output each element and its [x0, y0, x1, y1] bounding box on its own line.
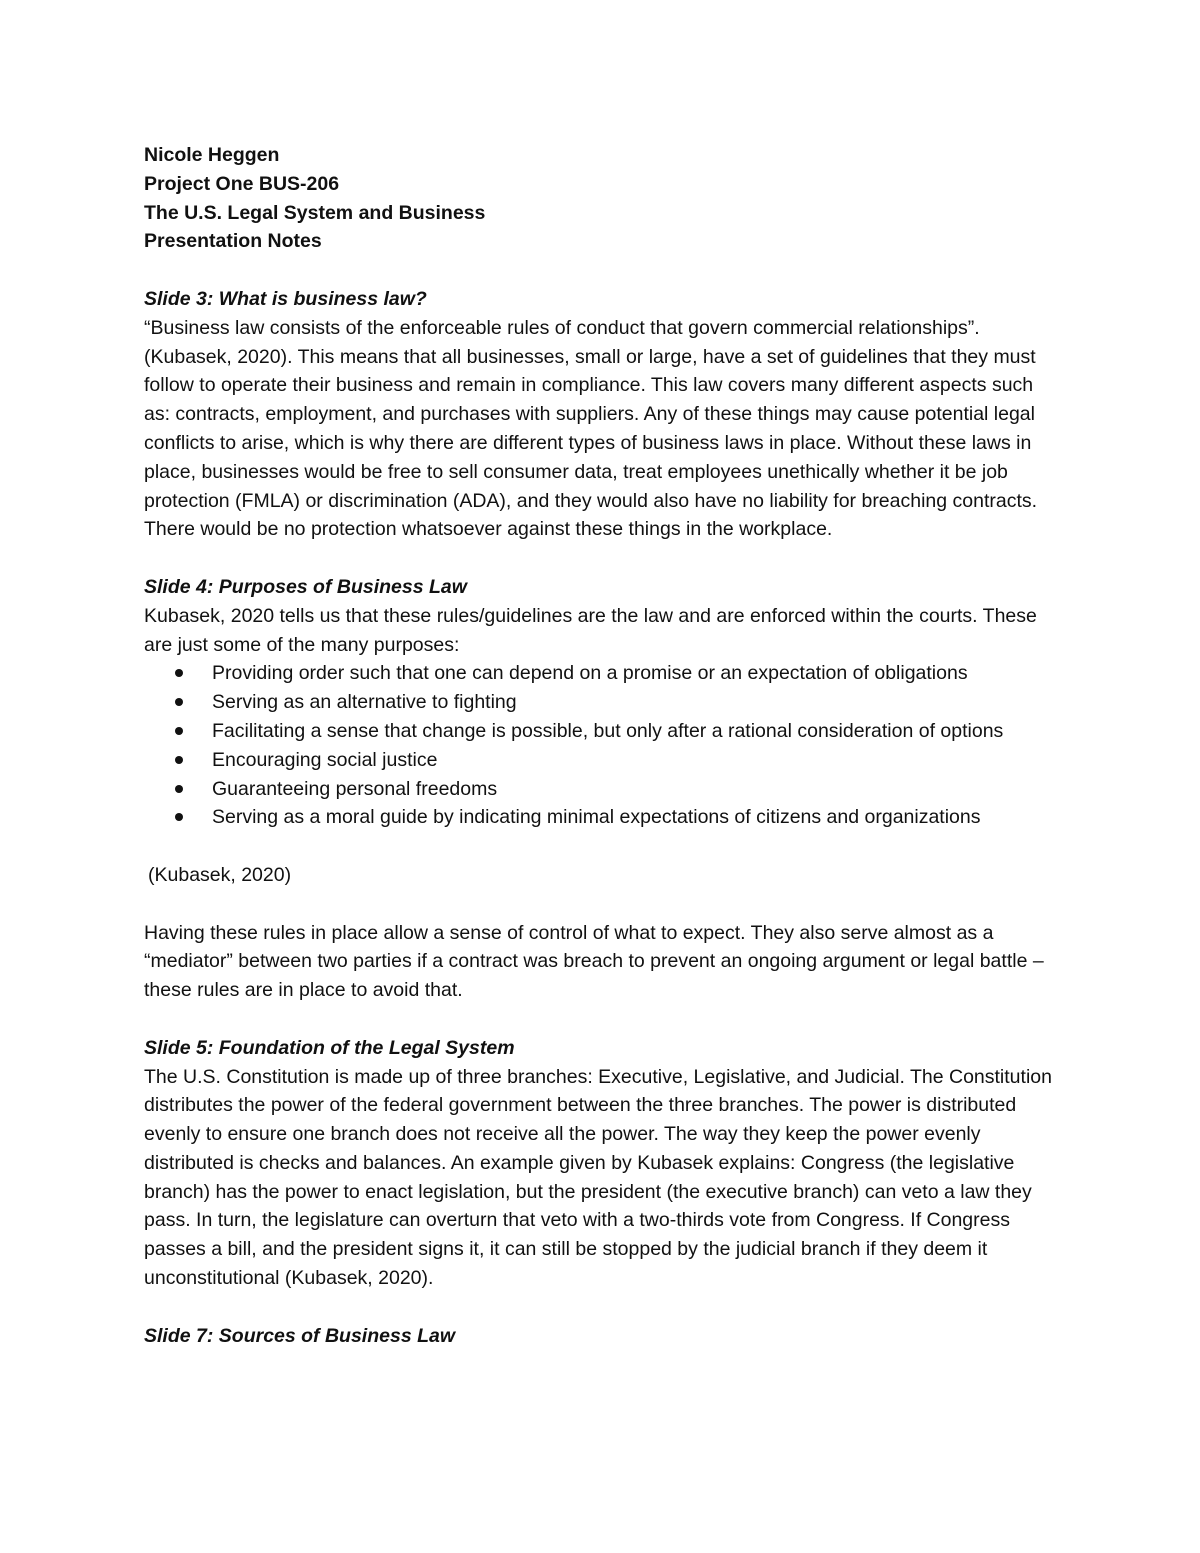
author-name: Nicole Heggen: [144, 144, 280, 166]
list-item: Providing order such that one can depend on a promise or an expectation of obligations: [212, 659, 1064, 688]
slide-5-heading: Slide 5: Foundation of the Legal System: [144, 1036, 515, 1059]
spacer: [144, 256, 1064, 285]
slide-7-heading: Slide 7: Sources of Business Law: [144, 1324, 456, 1347]
spacer: [144, 544, 1064, 573]
citation: (Kubasek, 2020): [148, 863, 292, 886]
purposes-list: [144, 659, 1064, 832]
spacer: [144, 832, 1064, 861]
slide-3-body: “Business law consists of the enforceable rules of conduct that govern commercial relationships”. (Kubasek, 2020). This means that all businesses, small or large, have a set of guidelines that they must follow to operate their business and remain in compliance. This law covers many different aspects such as: contracts, employment, and purchases with suppliers. Any of these things may cause potential legal conflicts to arise, which is why there are different types of business laws in place. Without these laws in place, businesses would be free to sell consumer data, treat employees unethically whether it be job protection (FMLA) or discrimination (ADA), and they would also have no liability for breaching contracts. There would be no protection whatsoever against these things in the workplace.: [144, 316, 1038, 541]
list-item: Guaranteeing personal freedoms: [212, 775, 1064, 804]
document-title: The U.S. Legal System and Business: [144, 201, 486, 224]
spacer: [144, 1005, 1064, 1034]
list-item: Serving as an alternative to fighting: [212, 688, 1064, 717]
project-name: Project One BUS-206: [144, 172, 340, 195]
slide-3-heading: Slide 3: What is business law?: [144, 287, 427, 310]
list-item: Facilitating a sense that change is possible, but only after a rational consideration of options: [212, 717, 1064, 746]
document-subtitle: Presentation Notes: [144, 230, 322, 253]
document-body: [144, 141, 1064, 1350]
spacer: [144, 890, 1064, 919]
slide-4-closing: Having these rules in place allow a sense of control of what to expect. They also serve almost as a “mediator” between two parties if a contract was breach to prevent an ongoing argument or legal battle – these rules are in place to avoid that.: [144, 921, 1044, 1002]
slide-4-heading: Slide 4: Purposes of Business Law: [144, 575, 467, 598]
list-item: Encouraging social justice: [212, 746, 1064, 775]
slide-4-intro: Kubasek, 2020 tells us that these rules/guidelines are the law and are enforced within the courts. These are just some of the many purposes:: [144, 604, 1037, 656]
list-item: Serving as a moral guide by indicating minimal expectations of citizens and organizations: [212, 803, 1064, 832]
slide-5-body: The U.S. Constitution is made up of three branches: Executive, Legislative, and Judicial. The Constitution distributes the power of the federal government between the three branches. The power is distributed evenly to ensure one branch does not receive all the power. The way they keep the power evenly distributed is checks and balances. An example given by Kubasek explains: Congress (the legislative branch) has the power to enact legislation, but the president (the executive branch) can veto a law they pass. In turn, the legislature can overturn that veto with a two-thirds vote from Congress. If Congress passes a bill, and the president signs it, it can still be stopped by the judicial branch if they deem it unconstitutional (Kubasek, 2020).: [144, 1065, 1052, 1290]
spacer: [144, 1293, 1064, 1322]
